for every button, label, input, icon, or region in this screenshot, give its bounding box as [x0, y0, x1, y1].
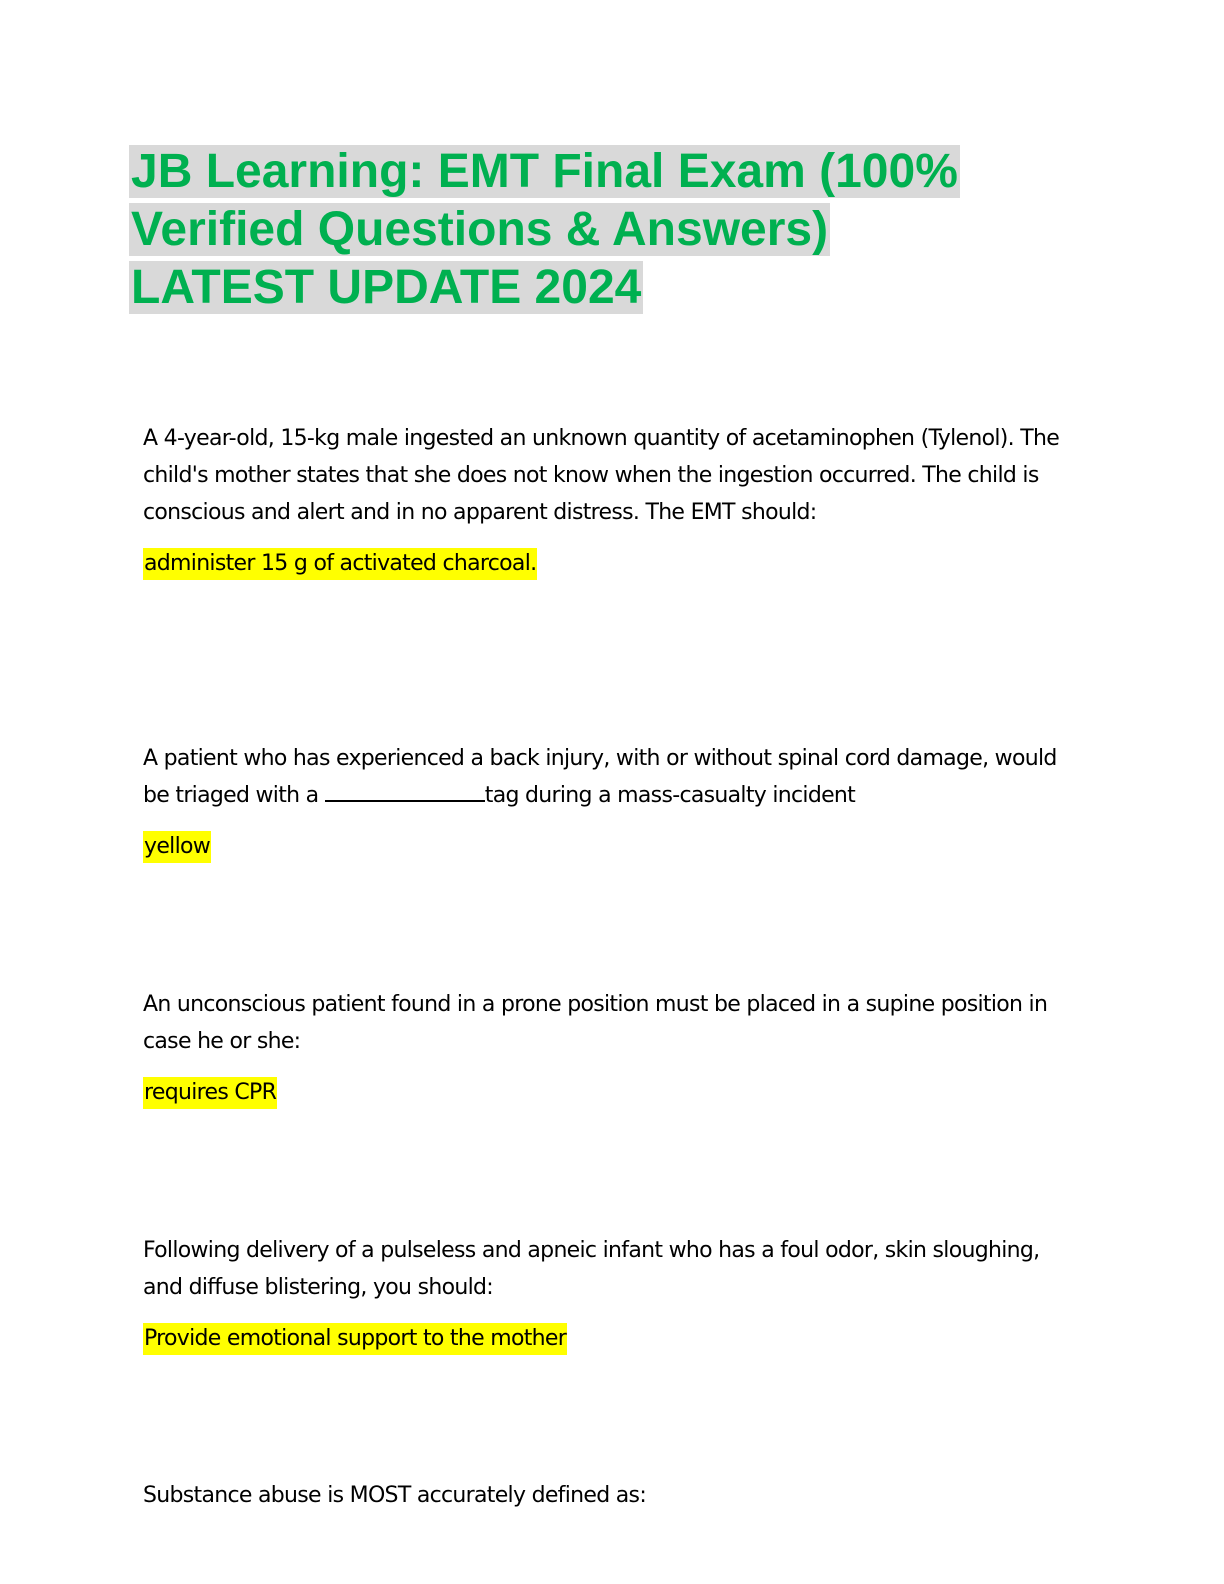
title-line-1: JB Learning: EMT Final Exam (100%	[131, 145, 958, 198]
question-text: Following delivery of a pulseless and apneic infant who has a foul odor, skin sloughing, and diffuse blistering, you should:	[143, 1238, 1040, 1300]
answer-text	[143, 828, 1083, 865]
answer-highlight: Provide emotional support to the mother	[143, 1323, 567, 1355]
qa-item-3	[143, 986, 1083, 1111]
answer-text	[143, 1074, 1083, 1111]
question-text: Substance abuse is MOST accurately defined as:	[143, 1483, 647, 1508]
answer-highlight: administer 15 g of activated charcoal.	[143, 548, 537, 580]
qa-item-4	[143, 1232, 1083, 1357]
question-part-2: tag during a mass-casualty incident	[484, 783, 856, 808]
answer-highlight: yellow	[143, 831, 211, 863]
question-text: An unconscious patient found in a prone position must be placed in a supine position in case he or she:	[143, 992, 1048, 1054]
fill-in-blank	[325, 778, 485, 802]
title-line-2: Verified Questions & Answers)	[131, 203, 829, 256]
qa-item-5	[143, 1477, 1083, 1514]
question-part-1: A patient who has experienced a back injury, with or without spinal cord damage, would be triaged with a	[143, 746, 1057, 808]
answer-text	[143, 545, 1083, 582]
answer-highlight: requires CPR	[143, 1077, 277, 1109]
question-text	[143, 740, 1083, 814]
document-title	[129, 143, 1089, 317]
qa-item-1	[143, 420, 1083, 582]
title-line-3: LATEST UPDATE 2024	[131, 261, 642, 314]
answer-text	[143, 1320, 1083, 1357]
qa-item-2	[143, 740, 1083, 865]
question-text: A 4-year-old, 15-kg male ingested an unknown quantity of acetaminophen (Tylenol). The child's mother states that she does not know when the ingestion occurred. The child is conscious and alert and in no apparent distress. The EMT should:	[143, 426, 1060, 525]
